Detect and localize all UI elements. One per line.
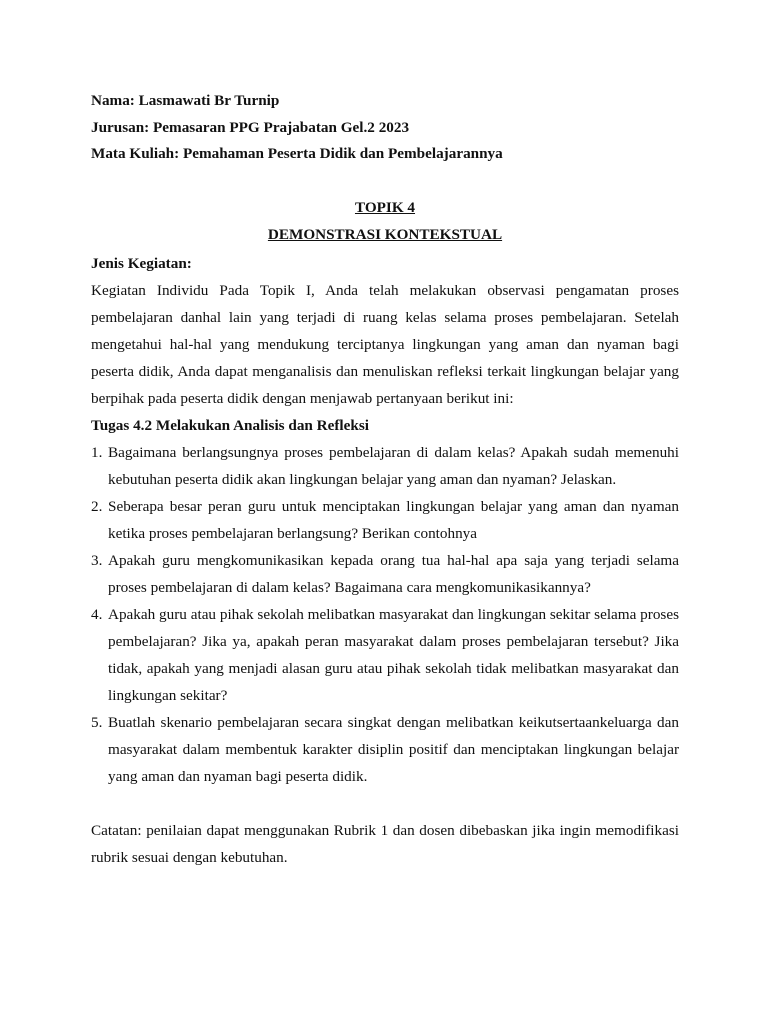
task-text: Buatlah skenario pembelajaran secara singkat dengan melibatkan keikutsertaankeluarga dan masyarakat dalam membentuk karakter disiplin positif dan menciptakan lingkungan belajar yang aman dan nyaman bagi peserta didik. — [108, 713, 679, 785]
task-number: 5. — [91, 713, 103, 731]
document-page — [91, 88, 679, 871]
note-paragraph: Catatan: penilaian dapat menggunakan Rubrik 1 dan dosen dibebaskan jika ingin memodifikasi rubrik sesuai dengan kebutuhan. — [91, 821, 679, 866]
topic-title: TOPIK 4 — [354, 198, 416, 216]
activity-type-label: Jenis Kegiatan: — [91, 254, 192, 272]
task-item — [91, 493, 679, 547]
task-item — [91, 709, 679, 790]
task-text: Bagaimana berlangsungnya proses pembelajaran di dalam kelas? Apakah sudah memenuhi kebutuhan peserta didik akan lingkungan belajar yang aman dan nyaman? Jelaskan. — [108, 443, 679, 488]
task-item — [91, 439, 679, 493]
task-item — [91, 547, 679, 601]
task-number: 4. — [91, 605, 103, 623]
activity-description: Kegiatan Individu Pada Topik I, Anda telah melakukan observasi pengamatan proses pembelajaran danhal lain yang terjadi di ruang kelas selama proses pembelajaran. Setelah mengetahui hal-hal yang mendukung terciptanya lingkungan yang aman dan nyaman bagi peserta didik, Anda dapat menganalisis dan menuliskan refleksi terkait lingkungan belajar yang berpihak pada peserta didik dengan menjawab pertanyaan berikut ini: — [91, 281, 679, 407]
topic-subtitle: DEMONSTRASI KONTEKSTUAL — [267, 225, 503, 243]
student-name: Nama: Lasmawati Br Turnip — [91, 92, 280, 109]
task-item — [91, 601, 679, 709]
task-text: Apakah guru atau pihak sekolah melibatkan masyarakat dan lingkungan sekitar selama proses pembelajaran? Jika ya, apakah peran masyarakat dalam proses pembelajaran tersebut? Jika tidak, apakah yang menjadi alasan guru atau pihak sekolah tidak melibatkan masyarakat dan lingkungan sekitar? — [108, 605, 679, 704]
task-number: 2. — [91, 497, 103, 515]
student-major: Jurusan: Pemasaran PPG Prajabatan Gel.2 2023 — [91, 118, 410, 136]
task-text: Apakah guru mengkomunikasikan kepada orang tua hal-hal apa saja yang terjadi selama proses pembelajaran di dalam kelas? Bagaimana cara mengkomunikasikannya? — [108, 551, 679, 596]
course-name: Mata Kuliah: Pemahaman Peserta Didik dan Pembelajarannya — [91, 145, 503, 162]
task-text: Seberapa besar peran guru untuk menciptakan lingkungan belajar yang aman dan nyaman ketika proses pembelajaran berlangsung? Berikan contohnya — [108, 497, 679, 542]
task-number: 3. — [91, 551, 103, 569]
task-number: 1. — [91, 443, 103, 461]
task-list — [91, 439, 679, 790]
task-title: Tugas 4.2 Melakukan Analisis dan Refleksi — [91, 416, 369, 434]
